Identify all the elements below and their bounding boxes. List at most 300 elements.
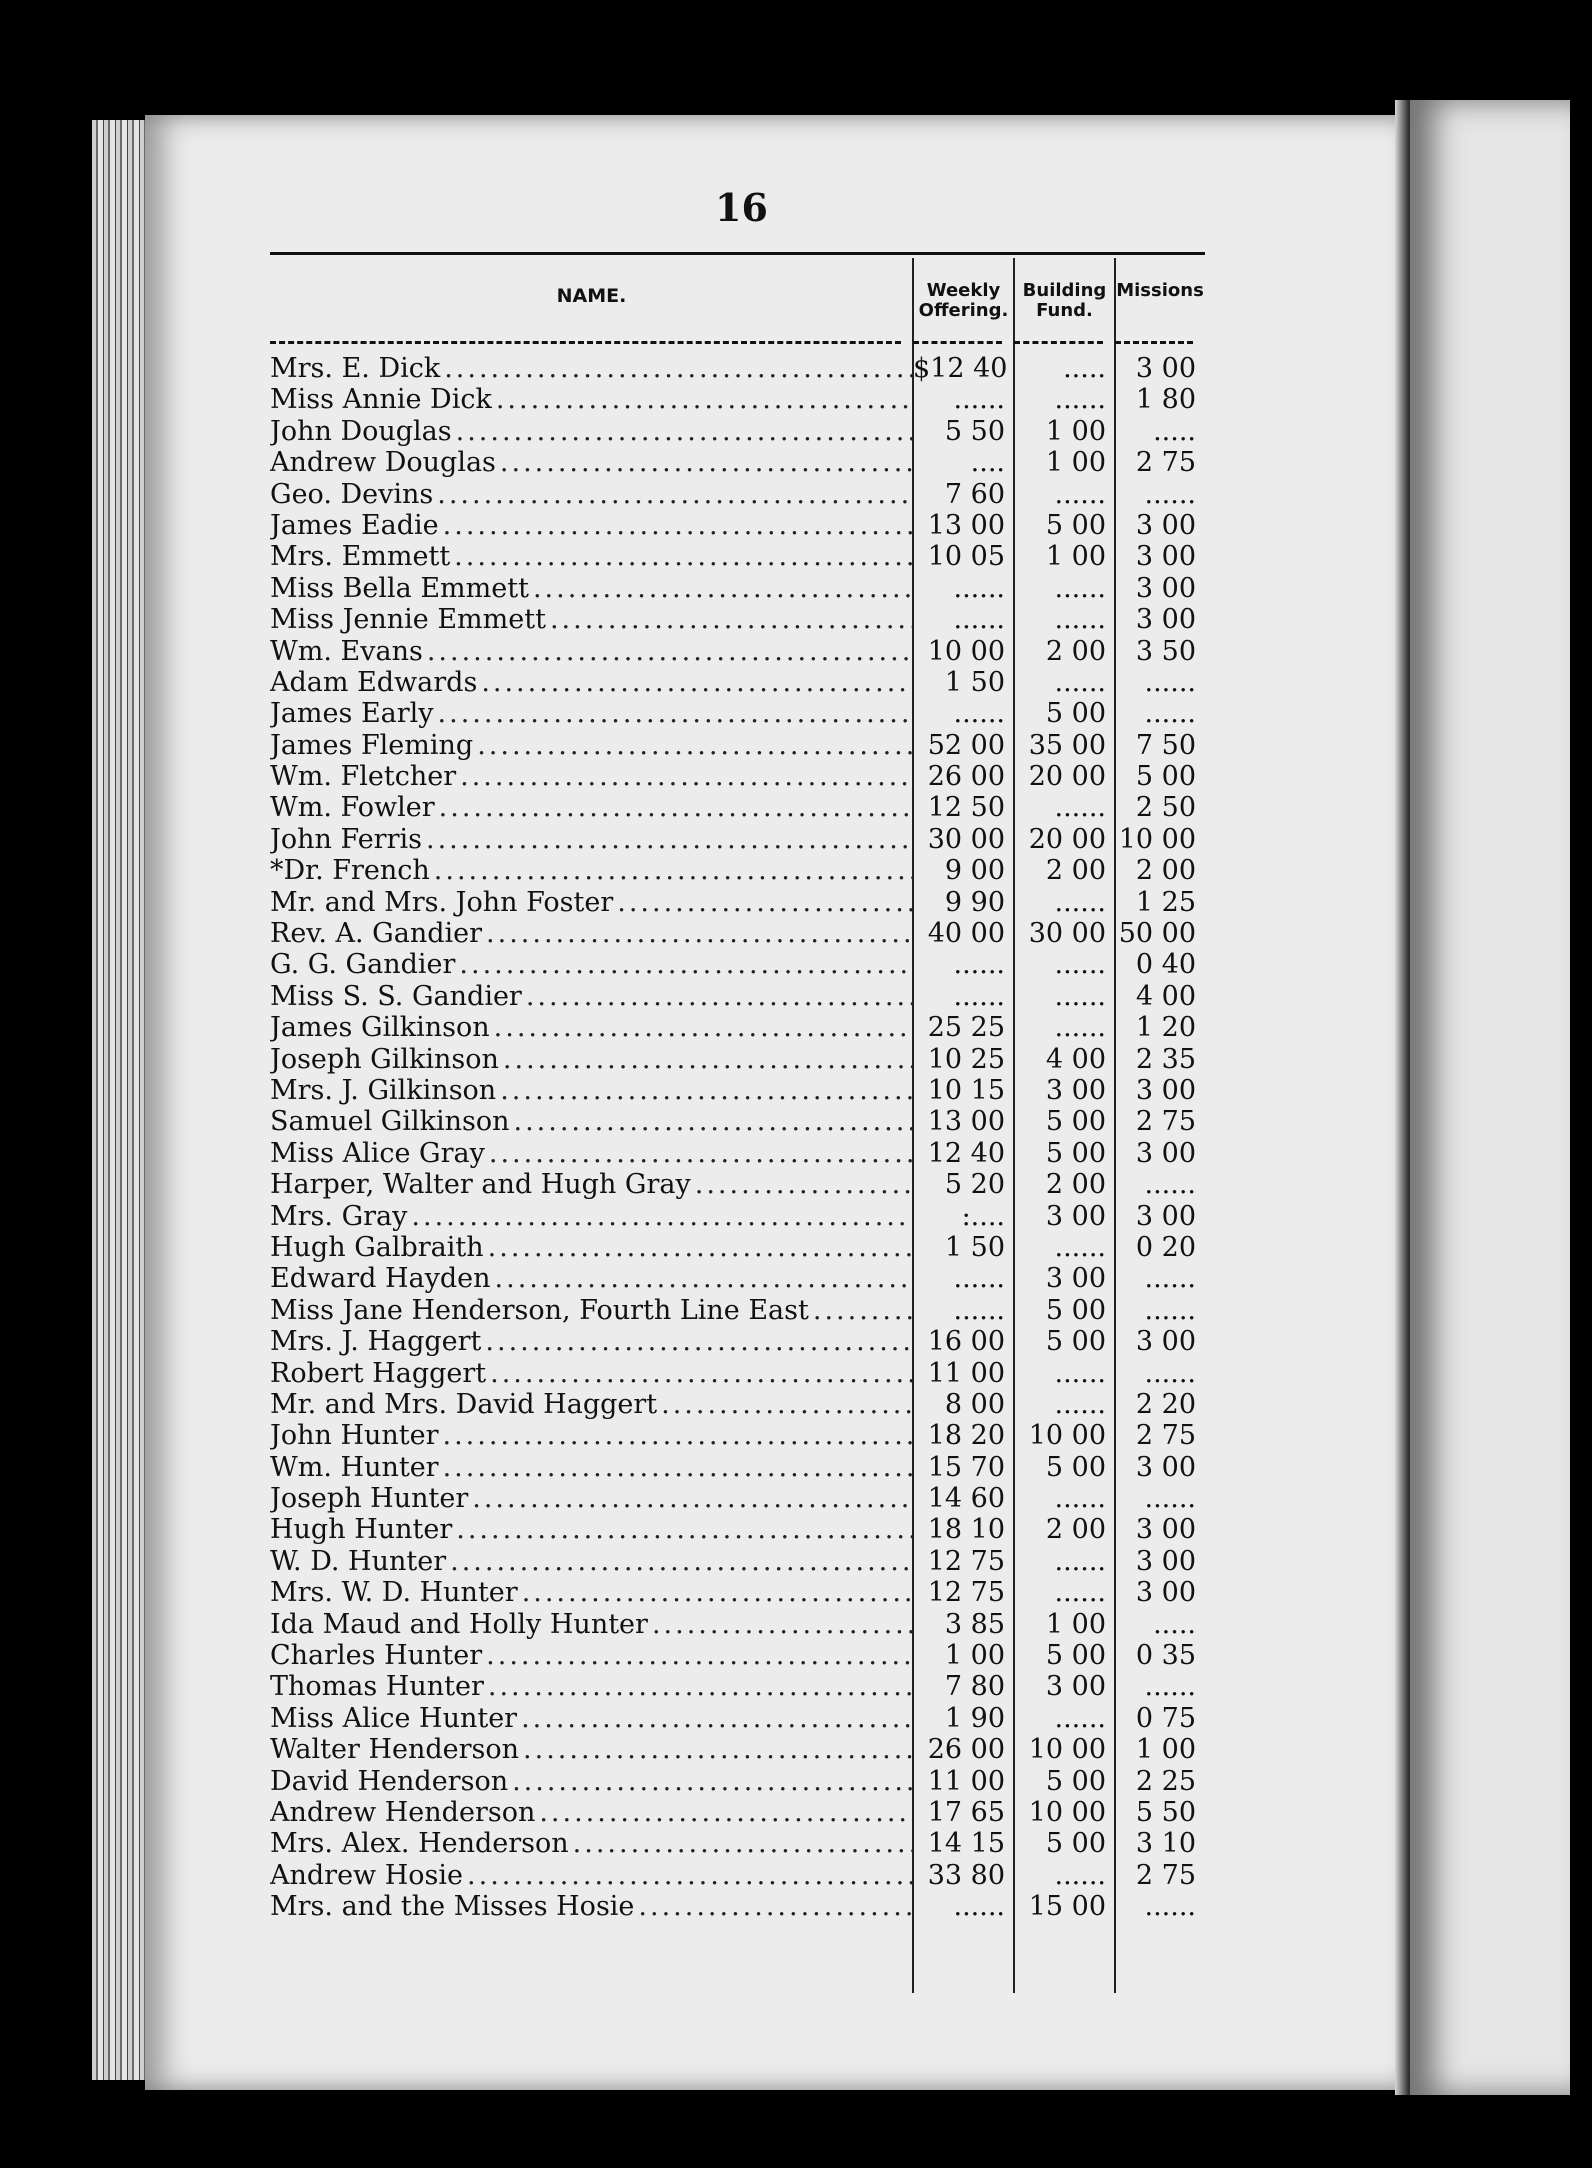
building-fund-cell: 3 00 xyxy=(1045,1671,1106,1703)
missions-cell: 0 35 xyxy=(1135,1640,1196,1672)
contributor-name-cell xyxy=(270,1075,913,1106)
building-fund-cell: ...... xyxy=(1054,1859,1106,1891)
table-row xyxy=(270,1389,1205,1420)
leader-dots xyxy=(522,981,913,1012)
table-row xyxy=(270,855,1205,886)
building-fund-cell: 5 00 xyxy=(1045,1765,1106,1797)
missions-cell: 2 75 xyxy=(1135,1859,1196,1891)
building-fund-cell: ...... xyxy=(1054,792,1106,824)
contributor-name: David Henderson xyxy=(270,1765,509,1797)
contributor-name: Miss Alice Hunter xyxy=(270,1702,518,1734)
contributor-name-cell xyxy=(270,416,913,447)
contributor-name-cell xyxy=(270,1797,913,1828)
table-row xyxy=(270,949,1205,980)
leader-dots xyxy=(657,1389,913,1420)
building-fund-cell: 2 00 xyxy=(1045,1514,1106,1546)
leader-dots xyxy=(456,761,913,792)
leader-dots xyxy=(439,510,913,541)
weekly-offering-cell: 12 75 xyxy=(927,1545,1005,1577)
leader-dots xyxy=(452,416,913,447)
building-fund-cell: 2 00 xyxy=(1045,1169,1106,1201)
header-rules xyxy=(270,341,1205,349)
weekly-offering-cell: 10 00 xyxy=(927,635,1005,667)
weekly-offering-cell: 14 15 xyxy=(927,1828,1005,1860)
weekly-offering-cell: 3 85 xyxy=(944,1608,1005,1640)
missions-cell: ...... xyxy=(1144,478,1196,510)
contributor-name: Walter Henderson xyxy=(270,1734,520,1766)
leader-dots xyxy=(423,636,913,667)
weekly-offering-cell: 26 00 xyxy=(927,761,1005,793)
leader-dots xyxy=(648,1609,913,1640)
missions-cell: ...... xyxy=(1144,1294,1196,1326)
missions-cell: 3 00 xyxy=(1135,1326,1196,1358)
contributor-name-cell xyxy=(270,1577,913,1608)
contributor-name-cell xyxy=(270,1358,913,1389)
leader-dots xyxy=(407,1201,913,1232)
contributor-name-cell xyxy=(270,1169,913,1200)
contributor-name: Mr. and Mrs. John Foster xyxy=(270,886,614,918)
table-row xyxy=(270,1201,1205,1232)
table-row xyxy=(270,1609,1205,1640)
contributor-name-cell xyxy=(270,730,913,761)
weekly-offering-cell: 17 65 xyxy=(927,1796,1005,1828)
missions-cell: 2 50 xyxy=(1135,792,1196,824)
leader-dots xyxy=(492,384,913,415)
table-row xyxy=(270,416,1205,447)
contributor-name-cell xyxy=(270,1295,913,1326)
contributor-name: Miss Alice Gray xyxy=(270,1137,485,1169)
table-row xyxy=(270,1483,1205,1514)
weekly-offering-cell: 52 00 xyxy=(927,729,1005,761)
header-weekly-offering: Weekly Offering. xyxy=(918,280,1009,321)
contributor-name-cell xyxy=(270,636,913,667)
leader-dots xyxy=(510,1106,913,1137)
contributor-name: Robert Haggert xyxy=(270,1357,487,1389)
weekly-offering-cell: 26 00 xyxy=(927,1734,1005,1766)
missions-cell: 3 00 xyxy=(1135,541,1196,573)
building-fund-cell: 4 00 xyxy=(1045,1043,1106,1075)
contributor-name-cell xyxy=(270,1891,913,1922)
page-number: 16 xyxy=(715,185,768,230)
table-row xyxy=(270,1044,1205,1075)
leader-dots xyxy=(613,887,913,918)
leader-dots xyxy=(452,1514,913,1545)
building-fund-cell: 5 00 xyxy=(1045,509,1106,541)
contributor-name-cell xyxy=(270,447,913,478)
leader-dots xyxy=(490,1012,913,1043)
building-fund-cell: 10 00 xyxy=(1028,1420,1106,1452)
missions-cell: 5 00 xyxy=(1135,761,1196,793)
weekly-offering-cell: 16 00 xyxy=(927,1326,1005,1358)
contributor-name: Hugh Hunter xyxy=(270,1514,453,1546)
contributor-name: Mrs. Alex. Henderson xyxy=(270,1828,569,1860)
weekly-offering-cell: ...... xyxy=(953,980,1005,1012)
table-row xyxy=(270,1295,1205,1326)
contributor-name: John Ferris xyxy=(270,823,422,855)
table-row xyxy=(270,510,1205,541)
missions-cell: 2 00 xyxy=(1135,855,1196,887)
missions-cell: 2 75 xyxy=(1135,1420,1196,1452)
table-row xyxy=(270,730,1205,761)
building-fund-cell: 5 00 xyxy=(1045,1106,1106,1138)
building-fund-cell: 5 00 xyxy=(1045,1451,1106,1483)
contributor-name: Mrs. W. D. Hunter xyxy=(270,1577,518,1609)
building-fund-cell: ...... xyxy=(1054,604,1106,636)
missions-cell: 2 35 xyxy=(1135,1043,1196,1075)
contributor-name-cell xyxy=(270,1232,913,1263)
contributor-name-cell xyxy=(270,981,913,1012)
contributor-name-cell xyxy=(270,479,913,510)
weekly-offering-cell: 33 80 xyxy=(927,1859,1005,1891)
table-row xyxy=(270,353,1205,384)
table-row xyxy=(270,1012,1205,1043)
leader-dots xyxy=(455,949,913,980)
weekly-offering-cell: 1 50 xyxy=(944,1231,1005,1263)
leader-dots xyxy=(499,1044,913,1075)
leader-dots xyxy=(435,792,913,823)
missions-cell: 3 00 xyxy=(1135,1514,1196,1546)
building-fund-cell: ...... xyxy=(1054,384,1106,416)
missions-cell: ...... xyxy=(1144,1483,1196,1515)
contributor-name: Ida Maud and Holly Hunter xyxy=(270,1608,648,1640)
missions-cell: 3 00 xyxy=(1135,604,1196,636)
contributor-name: John Douglas xyxy=(270,415,452,447)
weekly-offering-cell: 9 90 xyxy=(944,886,1005,918)
leader-dots xyxy=(430,855,913,886)
missions-cell: 0 20 xyxy=(1135,1231,1196,1263)
building-fund-cell: ...... xyxy=(1054,478,1106,510)
contributor-name: Wm. Evans xyxy=(270,635,423,667)
contributor-name: Mr. and Mrs. David Haggert xyxy=(270,1388,658,1420)
building-fund-cell: 5 00 xyxy=(1045,698,1106,730)
contributor-name: Andrew Hosie xyxy=(270,1859,464,1891)
building-fund-cell: ..... xyxy=(1063,353,1106,384)
missions-cell: 0 40 xyxy=(1135,949,1196,981)
contributor-name: Miss Jennie Emmett xyxy=(270,604,546,636)
building-fund-cell: 15 00 xyxy=(1028,1891,1106,1923)
missions-cell: 3 00 xyxy=(1135,572,1196,604)
contributor-name: James Fleming xyxy=(270,729,474,761)
leader-dots xyxy=(468,1483,913,1514)
building-fund-cell: 5 00 xyxy=(1045,1640,1106,1672)
table-row xyxy=(270,1891,1205,1922)
contributor-name-cell xyxy=(270,1609,913,1640)
table-row xyxy=(270,667,1205,698)
contributor-name-cell xyxy=(270,761,913,792)
contributor-name-cell xyxy=(270,1766,913,1797)
leader-dots xyxy=(473,730,913,761)
table-row xyxy=(270,1358,1205,1389)
table-row xyxy=(270,1546,1205,1577)
table-row xyxy=(270,573,1205,604)
weekly-offering-cell: 18 20 xyxy=(927,1420,1005,1452)
missions-cell: ...... xyxy=(1144,1671,1196,1703)
table-row xyxy=(270,1640,1205,1671)
missions-cell: 3 00 xyxy=(1135,1074,1196,1106)
table-row xyxy=(270,541,1205,572)
table-row xyxy=(270,1263,1205,1294)
leader-dots xyxy=(569,1828,913,1859)
building-fund-cell: ...... xyxy=(1054,1483,1106,1515)
missions-cell: 1 00 xyxy=(1135,1734,1196,1766)
leader-dots xyxy=(482,918,913,949)
contributor-name: Edward Hayden xyxy=(270,1263,491,1295)
table-row xyxy=(270,447,1205,478)
contributor-name-cell xyxy=(270,1326,913,1357)
weekly-offering-cell: 12 40 xyxy=(927,1137,1005,1169)
table-row xyxy=(270,1326,1205,1357)
building-fund-cell: ...... xyxy=(1054,1357,1106,1389)
contributor-name: Samuel Gilkinson xyxy=(270,1106,510,1138)
table-row xyxy=(270,792,1205,823)
weekly-offering-cell: 7 80 xyxy=(944,1671,1005,1703)
weekly-offering-cell: ...... xyxy=(953,384,1005,416)
contributor-name-cell xyxy=(270,667,913,698)
contributor-name: Rev. A. Gandier xyxy=(270,918,483,950)
weekly-offering-cell: $12 40 xyxy=(913,353,1008,384)
missions-cell: 2 75 xyxy=(1135,1106,1196,1138)
weekly-offering-cell: 10 05 xyxy=(927,541,1005,573)
table-row xyxy=(270,1671,1205,1702)
contributor-name: Geo. Devins xyxy=(270,478,434,510)
missions-cell: ...... xyxy=(1144,698,1196,730)
contributor-name: W. D. Hunter xyxy=(270,1545,447,1577)
building-fund-cell: 35 00 xyxy=(1028,729,1106,761)
contributor-name-cell xyxy=(270,918,913,949)
table-row xyxy=(270,981,1205,1012)
contributor-name-cell xyxy=(270,1640,913,1671)
leader-dots xyxy=(450,541,913,572)
leader-dots xyxy=(477,667,913,698)
missions-cell: 2 75 xyxy=(1135,447,1196,479)
table-row xyxy=(270,887,1205,918)
weekly-offering-cell: 14 60 xyxy=(927,1483,1005,1515)
contributor-name: Mrs. Gray xyxy=(270,1200,408,1232)
missions-cell: ...... xyxy=(1144,1891,1196,1923)
building-fund-cell: 1 00 xyxy=(1045,415,1106,447)
building-fund-cell: ...... xyxy=(1054,1388,1106,1420)
table-row xyxy=(270,1075,1205,1106)
leader-dots xyxy=(546,604,913,635)
table-header xyxy=(270,255,1205,341)
missions-cell: 3 00 xyxy=(1135,1200,1196,1232)
weekly-offering-cell: 11 00 xyxy=(927,1765,1005,1797)
contributor-name: Andrew Douglas xyxy=(270,447,496,479)
contributor-name-cell xyxy=(270,1860,913,1891)
missions-cell: 1 20 xyxy=(1135,1012,1196,1044)
building-fund-cell: 1 00 xyxy=(1045,541,1106,573)
leader-dots xyxy=(484,1671,913,1702)
missions-cell: 50 00 xyxy=(1118,918,1196,950)
contributor-name: Joseph Gilkinson xyxy=(270,1043,499,1075)
header-missions: Missions xyxy=(1116,280,1204,301)
leader-dots xyxy=(517,1703,913,1734)
leader-dots xyxy=(809,1295,913,1326)
contributor-name-cell xyxy=(270,949,913,980)
missions-cell: 3 10 xyxy=(1135,1828,1196,1860)
weekly-offering-cell: 13 00 xyxy=(927,1106,1005,1138)
contributor-name: James Gilkinson xyxy=(270,1012,490,1044)
weekly-offering-cell: 12 75 xyxy=(927,1577,1005,1609)
building-fund-cell: 5 00 xyxy=(1045,1828,1106,1860)
building-fund-cell: 1 00 xyxy=(1045,1608,1106,1640)
weekly-offering-cell: ...... xyxy=(953,949,1005,981)
contributor-name-cell xyxy=(270,1828,913,1859)
building-fund-cell: ...... xyxy=(1054,572,1106,604)
table-row xyxy=(270,761,1205,792)
contributor-name: James Eadie xyxy=(270,509,439,541)
missions-cell: 10 00 xyxy=(1118,823,1196,855)
leader-dots xyxy=(481,1326,913,1357)
missions-cell: ..... xyxy=(1153,415,1196,447)
table-row xyxy=(270,1797,1205,1828)
weekly-offering-cell: 7 60 xyxy=(944,478,1005,510)
contributor-name: Adam Edwards xyxy=(270,666,478,698)
contributor-name: Charles Hunter xyxy=(270,1640,483,1672)
leader-dots xyxy=(482,1640,913,1671)
weekly-offering-cell: ...... xyxy=(953,1891,1005,1923)
contributor-name-cell xyxy=(270,698,913,729)
contributor-name-cell xyxy=(270,1452,913,1483)
missions-cell: ...... xyxy=(1144,1357,1196,1389)
contributor-name: Wm. Fletcher xyxy=(270,761,457,793)
contributor-name-cell xyxy=(270,1514,913,1545)
weekly-offering-cell: 12 50 xyxy=(927,792,1005,824)
table-row xyxy=(270,1420,1205,1451)
weekly-offering-cell: 30 00 xyxy=(927,823,1005,855)
contributor-name-cell xyxy=(270,1106,913,1137)
contributor-name: Mrs. E. Dick xyxy=(270,353,441,384)
building-fund-cell: ...... xyxy=(1054,886,1106,918)
missions-cell: ...... xyxy=(1144,666,1196,698)
building-fund-cell: ...... xyxy=(1054,1577,1106,1609)
missions-cell: 5 50 xyxy=(1135,1796,1196,1828)
contributor-name: Miss S. S. Gandier xyxy=(270,980,522,1012)
contributor-name-cell xyxy=(270,604,913,635)
weekly-offering-cell: 1 90 xyxy=(944,1702,1005,1734)
missions-cell: 7 50 xyxy=(1135,729,1196,761)
weekly-offering-cell: 1 50 xyxy=(944,666,1005,698)
contributor-name: Mrs. J. Haggert xyxy=(270,1326,482,1358)
contributor-name: Mrs. J. Gilkinson xyxy=(270,1074,497,1106)
contributions-table xyxy=(270,252,1205,1923)
contributor-name-cell xyxy=(270,353,913,384)
contributor-name: Miss Annie Dick xyxy=(270,384,492,416)
building-fund-cell: 5 00 xyxy=(1045,1326,1106,1358)
contributor-name-cell xyxy=(270,824,913,855)
weekly-offering-cell: ...... xyxy=(953,572,1005,604)
contributor-name: Wm. Fowler xyxy=(270,792,435,824)
weekly-offering-cell: 1 00 xyxy=(944,1640,1005,1672)
building-fund-cell: 3 00 xyxy=(1045,1074,1106,1106)
contributor-name: *Dr. French xyxy=(270,855,430,887)
leader-dots xyxy=(433,479,913,510)
weekly-offering-cell: 18 10 xyxy=(927,1514,1005,1546)
weekly-offering-cell: 13 00 xyxy=(927,509,1005,541)
table-row xyxy=(270,479,1205,510)
building-fund-cell: 10 00 xyxy=(1028,1796,1106,1828)
contributor-name: Thomas Hunter xyxy=(270,1671,484,1703)
contributor-name: Mrs. Emmett xyxy=(270,541,451,573)
missions-cell: 3 00 xyxy=(1135,1451,1196,1483)
missions-cell: 1 80 xyxy=(1135,384,1196,416)
contributor-name: John Hunter xyxy=(270,1420,439,1452)
missions-cell: 3 50 xyxy=(1135,635,1196,667)
leader-dots xyxy=(422,824,913,855)
missions-cell: ..... xyxy=(1153,1608,1196,1640)
table-row xyxy=(270,1766,1205,1797)
table-row xyxy=(270,1169,1205,1200)
leader-dots xyxy=(518,1577,913,1608)
missions-cell: 3 00 xyxy=(1135,353,1196,384)
leader-dots xyxy=(634,1891,913,1922)
header-name: NAME. xyxy=(556,285,627,307)
missions-cell: ...... xyxy=(1144,1169,1196,1201)
contributor-name-cell xyxy=(270,1138,913,1169)
contributor-name: Mrs. and the Misses Hosie xyxy=(270,1891,635,1923)
weekly-offering-cell: 8 00 xyxy=(944,1388,1005,1420)
weekly-offering-cell: ...... xyxy=(953,1294,1005,1326)
weekly-offering-cell: 25 25 xyxy=(927,1012,1005,1044)
leader-dots xyxy=(486,1358,913,1389)
leader-dots xyxy=(439,1452,913,1483)
leader-dots xyxy=(446,1546,913,1577)
contributor-name-cell xyxy=(270,573,913,604)
weekly-offering-cell: 10 25 xyxy=(927,1043,1005,1075)
contributor-name-cell xyxy=(270,887,913,918)
leader-dots xyxy=(440,353,913,384)
missions-cell: 3 00 xyxy=(1135,1545,1196,1577)
weekly-offering-cell: ...... xyxy=(953,604,1005,636)
building-fund-cell: ...... xyxy=(1054,666,1106,698)
building-fund-cell: 20 00 xyxy=(1028,823,1106,855)
weekly-offering-cell: 40 00 xyxy=(927,918,1005,950)
table-row xyxy=(270,1734,1205,1765)
contributor-name-cell xyxy=(270,1201,913,1232)
table-row xyxy=(270,1703,1205,1734)
contributor-name: G. G. Gandier xyxy=(270,949,456,981)
leader-dots xyxy=(535,1797,913,1828)
table-body xyxy=(270,353,1205,1923)
table-row xyxy=(270,1514,1205,1545)
contributor-name-cell xyxy=(270,510,913,541)
missions-cell: 4 00 xyxy=(1135,980,1196,1012)
weekly-offering-cell: 5 50 xyxy=(944,415,1005,447)
table-row xyxy=(270,1828,1205,1859)
building-fund-cell: 20 00 xyxy=(1028,761,1106,793)
building-fund-cell: 2 00 xyxy=(1045,635,1106,667)
table-row xyxy=(270,1232,1205,1263)
header-building-fund: Building Fund. xyxy=(1022,280,1107,321)
missions-cell: 3 00 xyxy=(1135,1577,1196,1609)
table-row xyxy=(270,1106,1205,1137)
weekly-offering-cell: 11 00 xyxy=(927,1357,1005,1389)
building-fund-cell: 5 00 xyxy=(1045,1294,1106,1326)
building-fund-cell: 3 00 xyxy=(1045,1263,1106,1295)
contributor-name-cell xyxy=(270,1263,913,1294)
building-fund-cell: ...... xyxy=(1054,1545,1106,1577)
contributor-name: Miss Jane Henderson, Fourth Line East xyxy=(270,1294,809,1326)
missions-cell: 2 20 xyxy=(1135,1388,1196,1420)
building-fund-cell: 2 00 xyxy=(1045,855,1106,887)
weekly-offering-cell: 10 15 xyxy=(927,1074,1005,1106)
weekly-offering-cell: 9 00 xyxy=(944,855,1005,887)
leader-dots xyxy=(484,1232,913,1263)
contributor-name-cell xyxy=(270,1703,913,1734)
building-fund-cell: 30 00 xyxy=(1028,918,1106,950)
contributor-name-cell xyxy=(270,1420,913,1451)
building-fund-cell: ...... xyxy=(1054,949,1106,981)
